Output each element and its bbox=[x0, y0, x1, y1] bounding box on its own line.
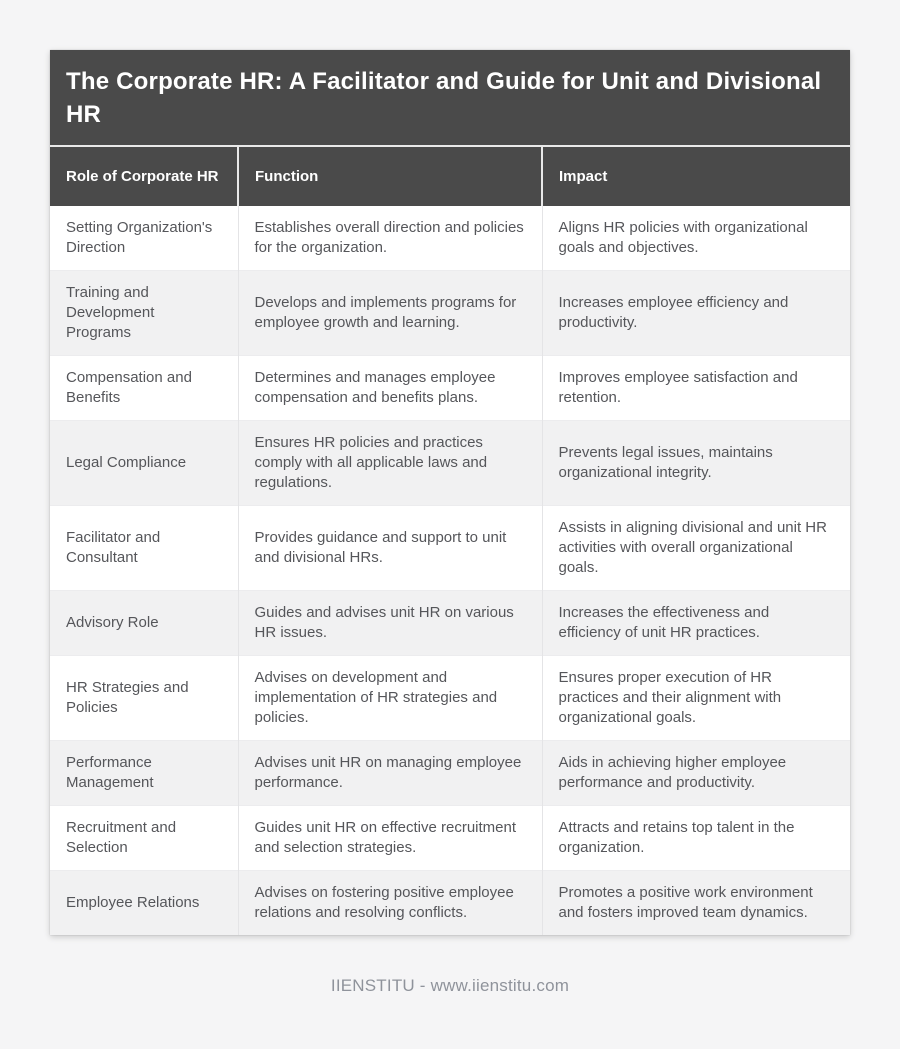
page-title: The Corporate HR: A Facilitator and Guide for Unit and Divisional HR bbox=[50, 50, 850, 145]
cell-impact: Promotes a positive work environment and fosters improved team dynamics. bbox=[542, 871, 850, 936]
cell-impact: Ensures proper execution of HR practices and their alignment with organizational goals. bbox=[542, 656, 850, 741]
infographic-card bbox=[50, 50, 850, 935]
cell-impact: Attracts and retains top talent in the organization. bbox=[542, 806, 850, 871]
cell-impact: Prevents legal issues, maintains organizational integrity. bbox=[542, 421, 850, 506]
table-row bbox=[50, 591, 850, 656]
cell-role: Employee Relations bbox=[50, 871, 238, 936]
table-header bbox=[50, 146, 850, 206]
column-header-impact: Impact bbox=[542, 146, 850, 206]
table-row bbox=[50, 421, 850, 506]
column-header-role: Role of Corporate HR bbox=[50, 146, 238, 206]
table-row bbox=[50, 806, 850, 871]
footer-credit: IIENSTITU - www.iienstitu.com bbox=[330, 976, 570, 995]
cell-function: Develops and implements programs for employee growth and learning. bbox=[238, 271, 542, 356]
cell-role: Recruitment and Selection bbox=[50, 806, 238, 871]
hr-roles-table bbox=[50, 145, 850, 935]
cell-impact: Aids in achieving higher employee performance and productivity. bbox=[542, 741, 850, 806]
cell-function: Establishes overall direction and policies for the organization. bbox=[238, 206, 542, 271]
cell-function: Advises on development and implementation of HR strategies and policies. bbox=[238, 656, 542, 741]
table-row bbox=[50, 871, 850, 936]
cell-impact: Increases the effectiveness and efficiency of unit HR practices. bbox=[542, 591, 850, 656]
cell-role: Performance Management bbox=[50, 741, 238, 806]
cell-impact: Aligns HR policies with organizational goals and objectives. bbox=[542, 206, 850, 271]
cell-function: Provides guidance and support to unit and divisional HRs. bbox=[238, 506, 542, 591]
table-row bbox=[50, 656, 850, 741]
cell-function: Advises unit HR on managing employee performance. bbox=[238, 741, 542, 806]
cell-role: Setting Organization's Direction bbox=[66, 219, 213, 256]
table-row bbox=[50, 741, 850, 806]
cell-role: Facilitator and Consultant bbox=[50, 506, 238, 591]
cell-function: Guides and advises unit HR on various HR issues. bbox=[238, 591, 542, 656]
cell-role: Training and Development Programs bbox=[50, 271, 238, 356]
cell-role: Advisory Role bbox=[50, 591, 238, 656]
cell-role: HR Strategies and Policies bbox=[50, 656, 238, 741]
cell-impact: Improves employee satisfaction and retention. bbox=[542, 356, 850, 421]
cell-impact: Assists in aligning divisional and unit HR activities with overall organizational goals. bbox=[542, 506, 850, 591]
cell-function: Determines and manages employee compensation and benefits plans. bbox=[238, 356, 542, 421]
table-body bbox=[50, 206, 850, 935]
table-row bbox=[50, 206, 850, 271]
cell-function: Advises on fostering positive employee relations and resolving conflicts. bbox=[238, 871, 542, 936]
table-row bbox=[50, 506, 850, 591]
table-row bbox=[50, 356, 850, 421]
cell-function: Guides unit HR on effective recruitment and selection strategies. bbox=[238, 806, 542, 871]
cell-impact: Increases employee efficiency and productivity. bbox=[542, 271, 850, 356]
cell-role: Compensation and Benefits bbox=[50, 356, 238, 421]
header-row bbox=[50, 146, 850, 206]
column-header-function: Function bbox=[238, 146, 542, 206]
cell-function: Ensures HR policies and practices comply with all applicable laws and regulations. bbox=[238, 421, 542, 506]
cell-role: Legal Compliance bbox=[50, 421, 238, 506]
table-row bbox=[50, 271, 850, 356]
